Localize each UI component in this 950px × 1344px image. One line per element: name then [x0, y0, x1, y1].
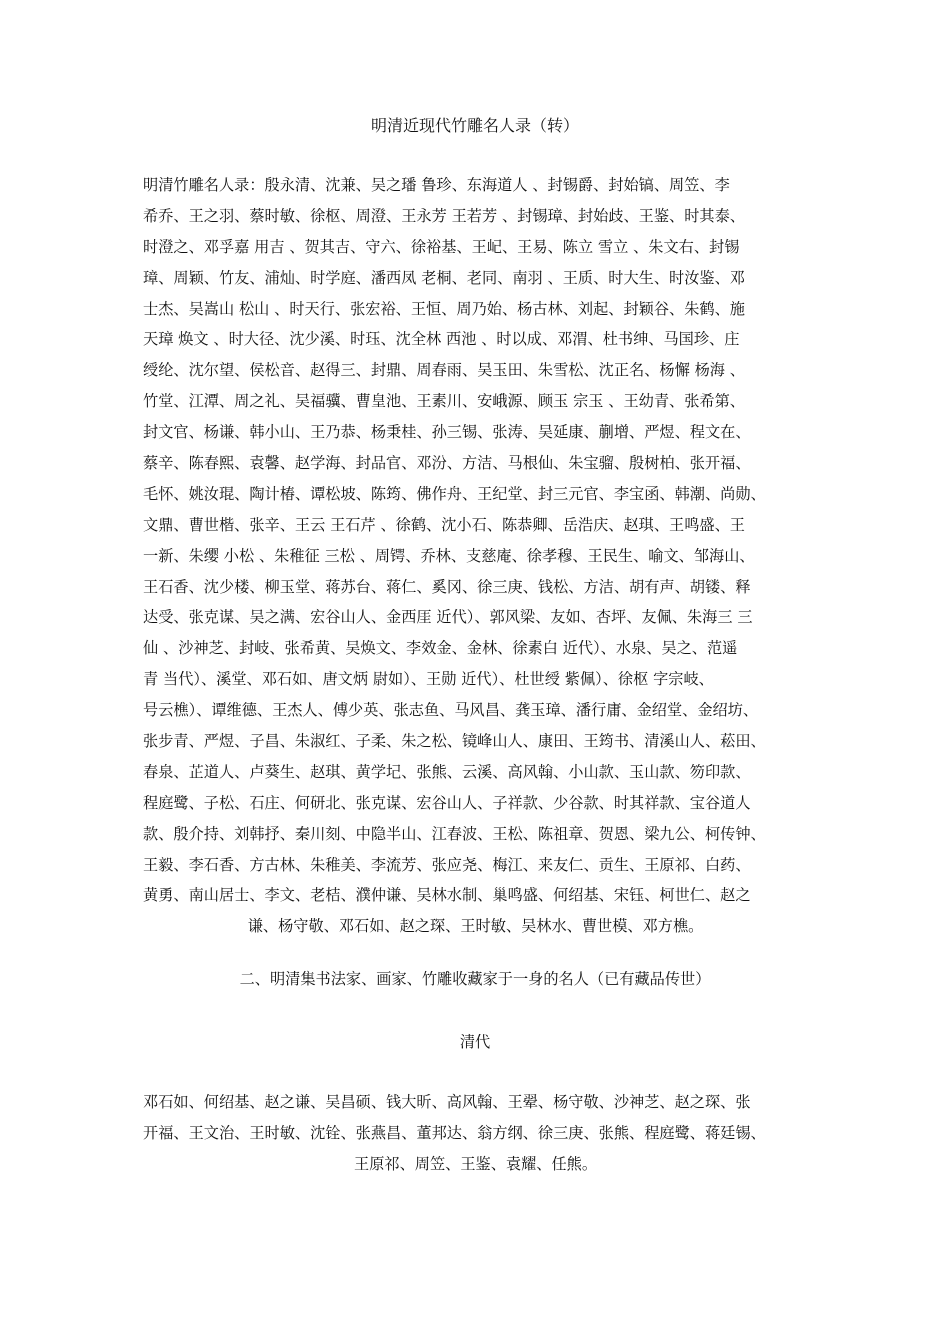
- text-line: 竹堂、江潭、周之礼、吴福骥、曹皇池、王素川、安峨源、顾玉 宗玉 、王幼青、张希第、: [143, 392, 745, 411]
- text-line: 毛怀、姚汝琨、陶计椿、谭松坡、陈筠、佛作舟、王纪堂、封三元官、李宝函、韩潮、尚勋、: [143, 484, 766, 503]
- text-line: 璋、周颖、竹友、浦灿、时学庭、潘西凤 老桐、老同、南羽 、王质、时大生、时汝鉴、邓: [143, 268, 745, 287]
- carvers-list: [143, 170, 808, 942]
- text-line: 封文官、杨谦、韩小山、王乃恭、杨秉桂、孙三锡、张涛、吴延康、蒯增、严煜、程文在、: [143, 423, 751, 442]
- text-line: 达受、张克谋、吴之满、宏谷山人、金西厓 近代）、郭风梁、友如、杏坪、友佩、朱海三 三: [143, 608, 753, 627]
- text-line: 程庭鹭、子松、石庄、何研北、张克谋、宏谷山人、子祥款、少谷款、时其祥款、宝谷道人: [143, 793, 751, 812]
- text-line: 开福、王文治、王时敏、沈铨、张燕昌、董邦达、翁方纲、徐三庚、张熊、程庭鹭、蒋廷锡、: [143, 1123, 766, 1142]
- text-line: 号云樵）、谭维德、王杰人、傅少英、张志鱼、马风昌、龚玉璋、潘行庸、金绍堂、金绍坊、: [143, 701, 759, 720]
- text-line: 希乔、王之羽、蔡时敏、徐枢、周澄、王永芳 王若芳 、封锡璋、封始歧、王鉴、时其泰、: [143, 206, 745, 225]
- text-line: 天璋 焕文 、时大径、沈少溪、时珏、沈全林 西池 、时以成、邓渭、杜书绅、马国珍、庄: [143, 330, 740, 349]
- text-line: 王原祁、周笠、王鉴、袁耀、任熊。: [354, 1154, 597, 1173]
- text-line: 青 当代）、溪堂、邓石如、唐文炳 尉如）、王勋 近代）、杜世绶 紫佩）、徐枢 字宗岐、: [143, 670, 714, 689]
- text-line: 款、殷介持、刘韩抒、秦川刻、中隐半山、江春波、王松、陈祖章、贺恩、梁九公、柯传钟、: [143, 824, 766, 843]
- text-line: 黄勇、南山居士、李文、老桔、濮仲谦、吴林水制、巢鸣盛、何绍基、宋钰、柯世仁、赵之: [143, 886, 751, 905]
- text-line: 王石香、沈少楼、柳玉堂、蒋苏台、蒋仁、奚冈、徐三庚、钱松、方洁、胡有声、胡镂、释: [143, 577, 751, 596]
- text-line: 士杰、吴嵩山 松山 、时天行、张宏裕、王恒、周乃始、杨古林、刘起、封颖谷、朱鹤、施: [143, 299, 745, 318]
- text-line: 王毅、李石香、方古林、朱稚美、李流芳、张应尧、梅江、来友仁、贡生、王原祁、白药、: [143, 855, 751, 874]
- text-line: 时澄之、邓孚嘉 用吉 、贺其吉、守六、徐裕基、王屺、王易、陈立 雪立 、朱文右、封锡: [143, 237, 740, 256]
- sub-title-qing: 清代: [459, 1033, 491, 1051]
- text-line: 明清竹雕名人录：殷永清、沈兼、吴之璠 鲁珍、东海道人 、封锡爵、封始镐、周笠、李: [143, 176, 730, 194]
- text-line: 绶纶、沈尔望、侯松音、赵得三、封鼎、周春雨、吴玉田、朱雪松、沈正名、杨懈 杨海 、: [143, 361, 745, 380]
- text-line: 春泉、芷道人、卢葵生、赵琪、黄学圮、张熊、云溪、高风翰、小山款、玉山款、笏印款、: [143, 762, 751, 781]
- text-line: 谦、杨守敬、邓石如、赵之琛、王时敏、吴林水、曹世模、邓方樵。: [247, 917, 704, 936]
- section-title: 二、明清集书法家、画家、竹雕收藏家于一身的名人（已有藏品传世）: [239, 970, 711, 988]
- text-line: 邓石如、何绍基、赵之谦、吴昌硕、钱大昕、高风翰、王翚、杨守敬、沙神芝、赵之琛、张: [143, 1093, 751, 1111]
- document-title: 明清近现代竹雕名人录（转）: [370, 116, 579, 135]
- text-line: 一新、朱缨 小松 、朱稚征 三松 、周锷、乔林、支慈庵、徐孝穆、王民生、喻文、邹海山、: [143, 546, 755, 565]
- text-line: 张步青、严煜、子昌、朱淑红、子柔、朱之松、镜峰山人、康田、王筠书、清溪山人、菘田、: [143, 732, 766, 751]
- text-line: 仙 、沙神芝、封岐、张希黄、吴焕文、李效金、金林、徐素白 近代）、水泉、吴之、范遥: [143, 639, 738, 658]
- text-line: 蔡辛、陈春熙、袁馨、赵学海、封品官、邓汾、方洁、马根仙、朱宝骝、殷树柏、张开福、: [143, 454, 751, 473]
- qing-names-list: [143, 1087, 808, 1180]
- text-line: 文鼎、曹世楷、张辛、王云 王石芹 、徐鹤、沈小石、陈恭卿、岳浩庆、赵琪、王鸣盛、王: [143, 515, 745, 534]
